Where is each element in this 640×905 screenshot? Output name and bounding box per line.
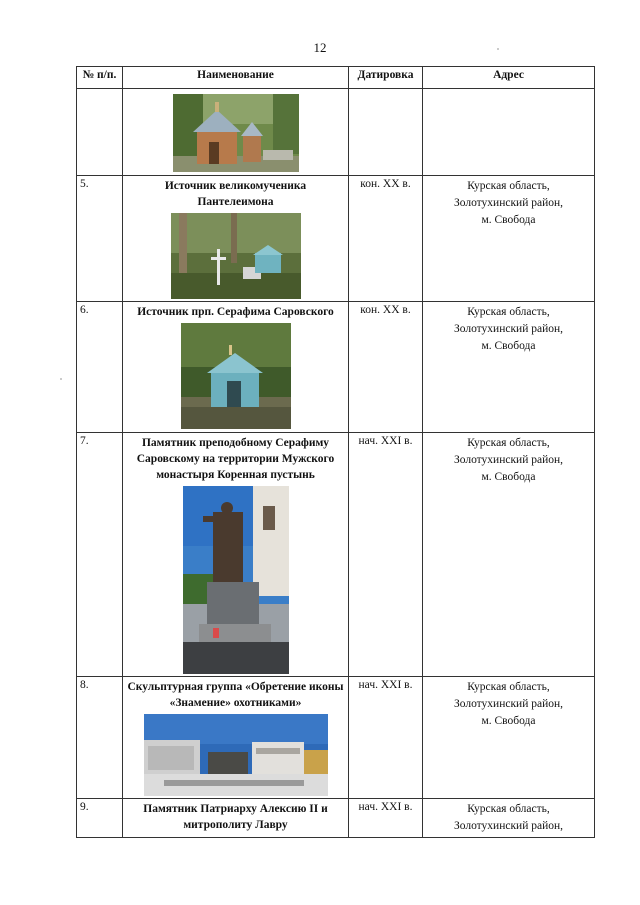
- spring-pavilion-photo: [181, 323, 291, 429]
- header-num: № п/п.: [77, 67, 123, 89]
- row-name: Источник прп. Серафима Саровского: [137, 306, 334, 318]
- row-date: нач. XXI в.: [349, 799, 423, 838]
- row-name-cell: [123, 89, 349, 176]
- table-row: [77, 677, 595, 799]
- row-address: [423, 89, 595, 176]
- table-row: [77, 302, 595, 433]
- address-line: Курская область,: [467, 681, 550, 693]
- row-num: [77, 89, 123, 176]
- scan-speck: [497, 48, 499, 50]
- address-line: Золотухинский район,: [453, 323, 564, 335]
- table-row: [77, 799, 595, 838]
- address-line: м. Свобода: [481, 214, 536, 226]
- address-line: Курская область,: [467, 180, 550, 192]
- row-address: [423, 176, 595, 302]
- table-row: [77, 433, 595, 677]
- row-date: нач. XXI в.: [349, 433, 423, 677]
- row-address: [423, 677, 595, 799]
- header-address: Адрес: [423, 67, 595, 89]
- row-name: Источник великомученика Пантелеимона: [164, 180, 307, 208]
- row-name: Памятник Патриарху Алексию II и митрополиту Лавру: [143, 803, 328, 831]
- row-name: Памятник преподобному Серафиму Саровскому на территории Мужского монастыря Коренная пустынь: [136, 437, 335, 481]
- row-address: [423, 799, 595, 838]
- row-num: 5.: [77, 176, 123, 302]
- row-name-cell: [123, 176, 349, 302]
- address-line: Курская область,: [467, 437, 550, 449]
- row-date: кон. XX в.: [349, 302, 423, 433]
- address-line: Золотухинский район,: [453, 820, 564, 832]
- header-date: Датировка: [349, 67, 423, 89]
- chapel-spring-photo: [173, 94, 299, 172]
- page-number: 12: [313, 40, 327, 55]
- address-line: м. Свобода: [481, 471, 536, 483]
- row-num: 6.: [77, 302, 123, 433]
- address-line: Золотухинский район,: [453, 197, 564, 209]
- monuments-table: [76, 66, 595, 838]
- row-num: 9.: [77, 799, 123, 838]
- address-line: Золотухинский район,: [453, 454, 564, 466]
- header-name: Наименование: [123, 67, 349, 89]
- table-row: [77, 176, 595, 302]
- scan-speck: [60, 378, 62, 380]
- row-num: 8.: [77, 677, 123, 799]
- row-address: [423, 302, 595, 433]
- spring-cross-photo: [171, 213, 301, 299]
- table-row: [77, 89, 595, 176]
- row-name-cell: [123, 799, 349, 838]
- row-name-cell: [123, 677, 349, 799]
- row-date: нач. XXI в.: [349, 677, 423, 799]
- address-line: м. Свобода: [481, 715, 536, 727]
- row-date: [349, 89, 423, 176]
- monument-photo: [183, 486, 289, 674]
- row-name-cell: [123, 302, 349, 433]
- row-num: 7.: [77, 433, 123, 677]
- row-name: Скульптурная группа «Обретение иконы «Знамение» охотниками»: [127, 681, 344, 709]
- address-line: м. Свобода: [481, 340, 536, 352]
- row-name-cell: [123, 433, 349, 677]
- sculpture-group-photo: [144, 714, 328, 796]
- address-line: Курская область,: [467, 803, 550, 815]
- address-line: Курская область,: [467, 306, 550, 318]
- address-line: Золотухинский район,: [453, 698, 564, 710]
- table-header-row: [77, 67, 595, 89]
- row-address: [423, 433, 595, 677]
- row-date: кон. XX в.: [349, 176, 423, 302]
